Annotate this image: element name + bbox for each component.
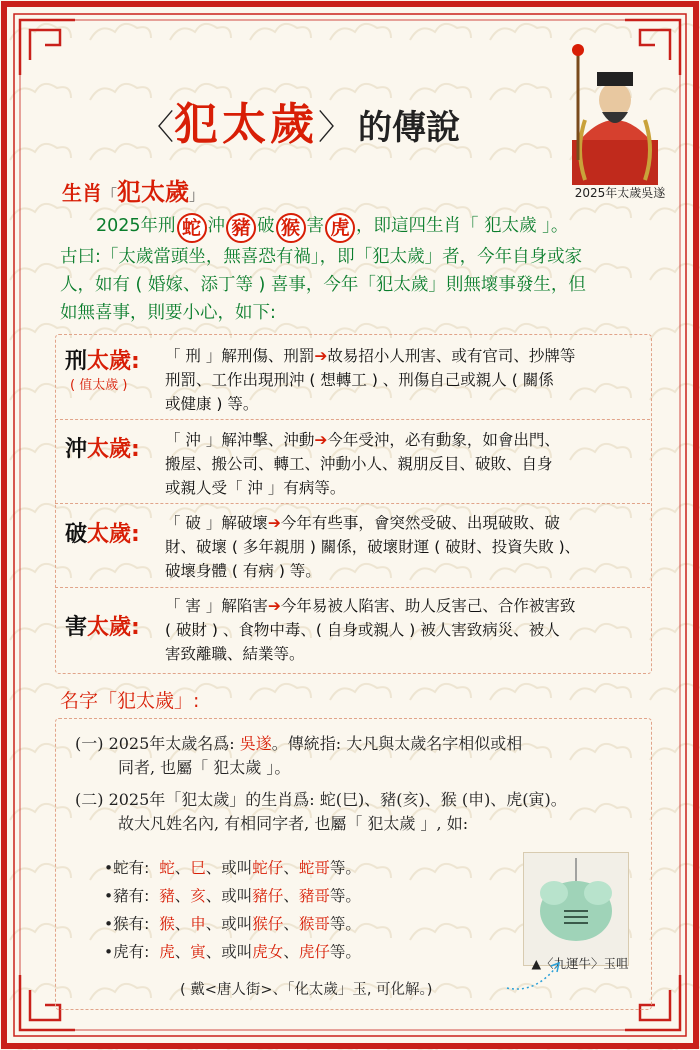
text-line: (一) 2025年太歲名爲: <box>75 734 240 753</box>
title-main: 犯太歲 <box>174 99 318 150</box>
text-fragment: 、或叫 <box>205 915 253 933</box>
intro-year: 2025年 <box>96 216 159 236</box>
intro-w1: 刑 <box>158 216 176 236</box>
text-line: 今年有些事，會突然受破、出現破敗、破 <box>280 514 560 532</box>
arrow-right-icon: ➔ <box>267 514 281 532</box>
red-word: 虎 <box>159 943 175 961</box>
section-label-text: 太歲: <box>87 522 140 547</box>
section-divider <box>55 503 650 504</box>
bullet-pig: •豬有: 豬、亥、或叫豬仔、豬哥等。 <box>104 887 361 905</box>
red-word: 巳 <box>190 859 206 877</box>
bullet-snake: •蛇有: 蛇、巳、或叫蛇仔、蛇哥等。 <box>104 859 361 877</box>
section-text-chong <box>165 428 645 500</box>
circled-tiger: 虎 <box>325 213 355 243</box>
intro-line-3: 人，如有 ( 婚嫁、添丁等 ) 喜事，今年「犯太歲」則無壞事發生，但 <box>60 275 586 295</box>
arrow-right-icon: ➔ <box>314 347 328 365</box>
footnote: ( 戴<唐人街>、「化太歲」玉, 可化解。) <box>180 982 433 998</box>
title-suffix: 的傳說 <box>358 108 460 148</box>
red-word: 寅 <box>190 943 206 961</box>
names-point-2: (二) 2025年「犯太歲」的生肖爲: 蛇(巳)、豬(亥)、猴 (申)、虎(寅)。 <box>75 790 567 809</box>
red-word: 蛇 <box>159 859 175 877</box>
text-line: 「 害 」解陷害 <box>165 597 268 615</box>
bullet-tiger: •虎有: 虎、寅、或叫虎女、虎仔等。 <box>104 943 361 961</box>
text-line: 搬屋、搬公司、轉工、沖動小人、親朋反目、破敗、自身 <box>165 455 553 473</box>
red-word: 豬哥 <box>298 887 330 905</box>
text-line: 今年易被人陷害、助人反害己、合作被害致 <box>280 597 576 615</box>
section-text-po <box>165 511 645 583</box>
text-fragment: 等。 <box>329 943 361 961</box>
jade-caption: ▲〈九運牛〉玉咀 <box>531 956 629 971</box>
jade-ox-pendant-image <box>523 852 629 966</box>
section-note: ( 值太歲 ) <box>70 378 128 393</box>
red-word: 申 <box>190 915 206 933</box>
intro-line-2: 古曰:「太歲當頭坐，無喜恐有禍」，即「犯太歲」者，今年自身或家 <box>60 247 583 267</box>
tai-sui-name: 吳遂 <box>239 734 272 753</box>
figure-caption: 2025年太歲吳遂 <box>574 186 666 200</box>
red-word: 豬 <box>159 887 175 905</box>
section-key: 破 <box>65 522 88 547</box>
bullet-label: •猴有: <box>104 915 150 933</box>
section-divider <box>55 419 650 420</box>
text-line: 或親人受「 沖 」有病等。 <box>165 479 346 497</box>
subheading-zodiac <box>62 172 204 207</box>
section-key: 沖 <box>65 437 88 462</box>
text-line: ( 破財 ) 、食物中毒、( 自身或親人 ) 被人害致病災、被人 <box>165 621 560 639</box>
tai-sui-figure-image <box>560 40 670 190</box>
arrow-right-icon: ➔ <box>267 597 281 615</box>
text-line: 。傳統指: 大凡與太歲名字相似或相 <box>271 734 523 753</box>
section-label-xing <box>65 344 140 375</box>
red-word: 蛇哥 <box>298 859 330 877</box>
section-label-po <box>65 517 140 548</box>
section-key: 刑 <box>65 349 88 374</box>
subheading-names: 名字「犯太歲」: <box>60 690 200 712</box>
text-line: 破壞身體 ( 有病 ) 等。 <box>165 562 321 580</box>
text-fragment: 、或叫 <box>205 859 253 877</box>
sub1-quote-close: 」 <box>189 186 205 204</box>
section-label-text: 太歲: <box>87 437 140 462</box>
red-word: 亥 <box>190 887 206 905</box>
text-line: 今年受沖，必有動象，如會出門、 <box>327 431 560 449</box>
red-word: 蛇仔 <box>252 859 284 877</box>
text-fragment: 等。 <box>329 887 361 905</box>
names-point-2-cont: 故大凡姓名內, 有相同字者, 也屬「 犯太歲 」, 如: <box>118 814 469 833</box>
text-fragment: 、或叫 <box>205 943 253 961</box>
red-word: 猴 <box>159 915 175 933</box>
text-line: 「 沖 」解沖擊、沖動 <box>165 431 315 449</box>
red-word: 虎仔 <box>298 943 330 961</box>
text-fragment: 等。 <box>329 859 361 877</box>
page-title <box>140 88 580 148</box>
section-label-hai <box>65 610 140 641</box>
circled-snake: 蛇 <box>177 213 207 243</box>
intro-line-1 <box>60 212 650 243</box>
section-label-chong <box>65 432 140 463</box>
bullet-label: •蛇有: <box>104 859 150 877</box>
text-line: 「 破 」解破壞 <box>165 514 268 532</box>
text-fragment: 等。 <box>329 915 361 933</box>
text-line: 害致離職、結業等。 <box>165 645 305 663</box>
section-text-xing <box>165 344 645 416</box>
section-divider <box>55 587 650 588</box>
section-text-hai <box>165 594 645 666</box>
text-line: 刑罰、工作出現刑沖 ( 想轉工 ) 、刑傷自己或親人 ( 關係 <box>165 371 554 389</box>
text-line: 「 刑 」解刑傷、刑罰 <box>165 347 315 365</box>
intro-w2: 沖 <box>207 216 226 236</box>
intro-line-4: 如無喜事，則要小心，如下: <box>60 303 276 323</box>
red-word: 猴哥 <box>298 915 330 933</box>
sub1-quote-open: 「 <box>102 186 118 204</box>
names-point-1-cont: 同者, 也屬「 犯太歲 」。 <box>118 758 291 777</box>
intro-paragraph <box>60 212 650 327</box>
red-word: 猴仔 <box>252 915 284 933</box>
red-word: 虎女 <box>252 943 284 961</box>
section-key: 害 <box>65 615 88 640</box>
section-label-text: 太歲: <box>87 615 140 640</box>
text-line: 財、破壞 ( 多年親朋 ) 關係，破壞財運 ( 破財、投資失敗 )、 <box>165 538 581 556</box>
names-point-1 <box>75 732 522 756</box>
red-word: 豬仔 <box>252 887 284 905</box>
title-close-bracket: 〉 <box>318 108 352 148</box>
arrow-right-icon: ➔ <box>314 431 328 449</box>
sub1-b: 犯太歲 <box>117 178 190 206</box>
bullet-label: •豬有: <box>104 887 150 905</box>
intro-rest1: ，即這四生肖「 犯太歲 」。 <box>356 216 569 236</box>
intro-w3: 破 <box>257 216 275 236</box>
bullet-monkey: •猴有: 猴、申、或叫猴仔、猴哥等。 <box>104 915 361 933</box>
bullet-label: •虎有: <box>104 943 150 961</box>
sub1-a: 生肖 <box>62 181 102 205</box>
title-open-bracket: 〈 <box>140 108 174 148</box>
text-fragment: 、或叫 <box>205 887 253 905</box>
intro-w4: 害 <box>306 216 325 236</box>
dotted-arrow-icon <box>505 960 565 996</box>
section-label-text: 太歲: <box>87 349 140 374</box>
text-line: 故易招小人刑害、或有官司、抄牌等 <box>327 347 576 365</box>
circled-monkey: 猴 <box>276 213 306 243</box>
text-line: 或健康 ) 等。 <box>165 395 259 413</box>
circled-pig: 豬 <box>226 213 256 243</box>
